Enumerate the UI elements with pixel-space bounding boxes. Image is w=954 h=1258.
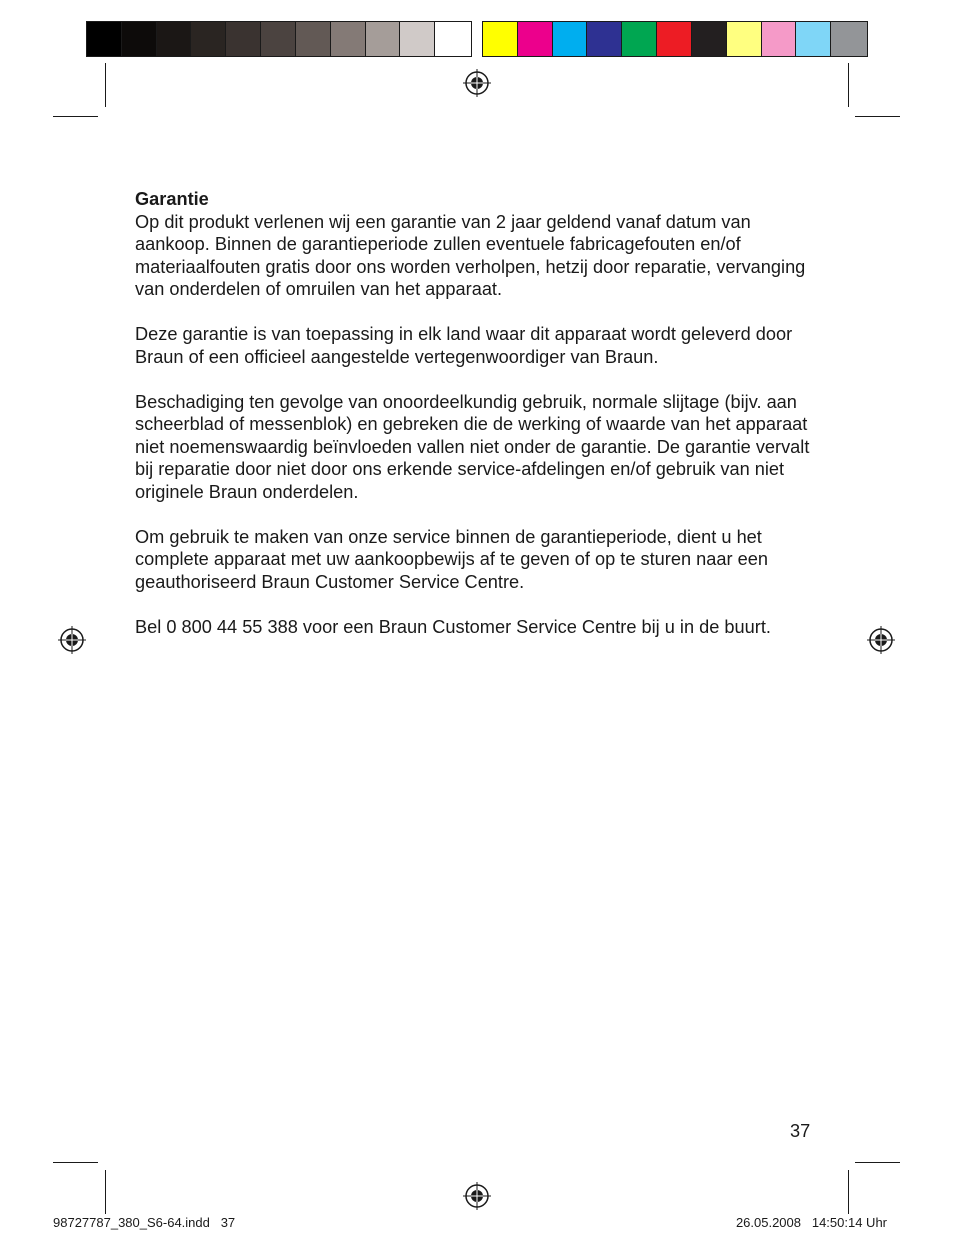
color-swatch (518, 22, 553, 56)
crop-mark (105, 63, 106, 107)
registration-mark-icon (866, 625, 896, 655)
warranty-section (135, 188, 825, 661)
page-number: 37 (790, 1121, 811, 1141)
registration-mark-icon (462, 1181, 492, 1211)
color-swatch (366, 22, 401, 56)
color-swatch (762, 22, 797, 56)
section-heading: Garantie (135, 189, 209, 209)
color-swatch (831, 22, 867, 56)
color-swatch (657, 22, 692, 56)
paragraph: Om gebruik te maken van onze service binnen de garantieperiode, dient u het complete apparaat met uw aankoopbewijs af te geven of op te sturen naar een geauthoriseerd Braun Customer Service Centre. (135, 526, 768, 592)
process-color-bar (482, 21, 868, 57)
color-swatch (727, 22, 762, 56)
color-swatch (553, 22, 588, 56)
paragraph: Beschadiging ten gevolge van onoordeelkundig gebruik, normale slijtage (bijv. aan scheerblad of messenblok) en gebreken die de werking of waarde van het apparaat niet noemenswaardig beïnvloeden vallen niet onder de garantie. De garantie vervalt bij reparatie door niet door ons erkende service-afdelingen en/of gebruik van niet originele Braun onderdelen. (135, 391, 810, 502)
crop-mark (855, 1162, 900, 1163)
paragraph: Bel 0 800 44 55 388 voor een Braun Customer Service Centre bij u in de buurt. (135, 616, 771, 637)
color-swatch (122, 22, 157, 56)
color-swatch (435, 22, 471, 56)
crop-mark (105, 1170, 106, 1214)
color-swatch (191, 22, 226, 56)
crop-mark (848, 1170, 849, 1214)
slug-timestamp: 26.05.2008 14:50:14 Uhr (735, 1215, 887, 1230)
color-swatch (296, 22, 331, 56)
color-swatch (796, 22, 831, 56)
grayscale-color-bar (86, 21, 472, 57)
color-swatch (622, 22, 657, 56)
crop-mark (53, 1162, 98, 1163)
crop-mark (848, 63, 849, 107)
color-swatch (261, 22, 296, 56)
crop-mark (53, 116, 98, 117)
paragraph: Op dit produkt verlenen wij een garantie van 2 jaar geldend vanaf datum van aankoop. Binnen de garantieperiode zullen eventuele fabricagefouten en/of materiaalfouten gratis door ons worden verholpen, hetzij door reparatie, vervanging van onderdelen of omruilen van het apparaat. (135, 211, 806, 299)
crop-mark (855, 116, 900, 117)
registration-mark-icon (57, 625, 87, 655)
color-swatch (400, 22, 435, 56)
registration-mark-icon (462, 68, 492, 98)
color-swatch (587, 22, 622, 56)
color-swatch (87, 22, 122, 56)
color-swatch (483, 22, 518, 56)
color-swatch (692, 22, 727, 56)
slug-filename: 98727787_380_S6-64.indd 37 (53, 1215, 236, 1230)
color-swatch (157, 22, 192, 56)
color-swatch (331, 22, 366, 56)
paragraph: Deze garantie is van toepassing in elk land waar dit apparaat wordt geleverd door Braun of een officieel aangestelde vertegenwoordiger van Braun. (135, 324, 793, 367)
color-swatch (226, 22, 261, 56)
